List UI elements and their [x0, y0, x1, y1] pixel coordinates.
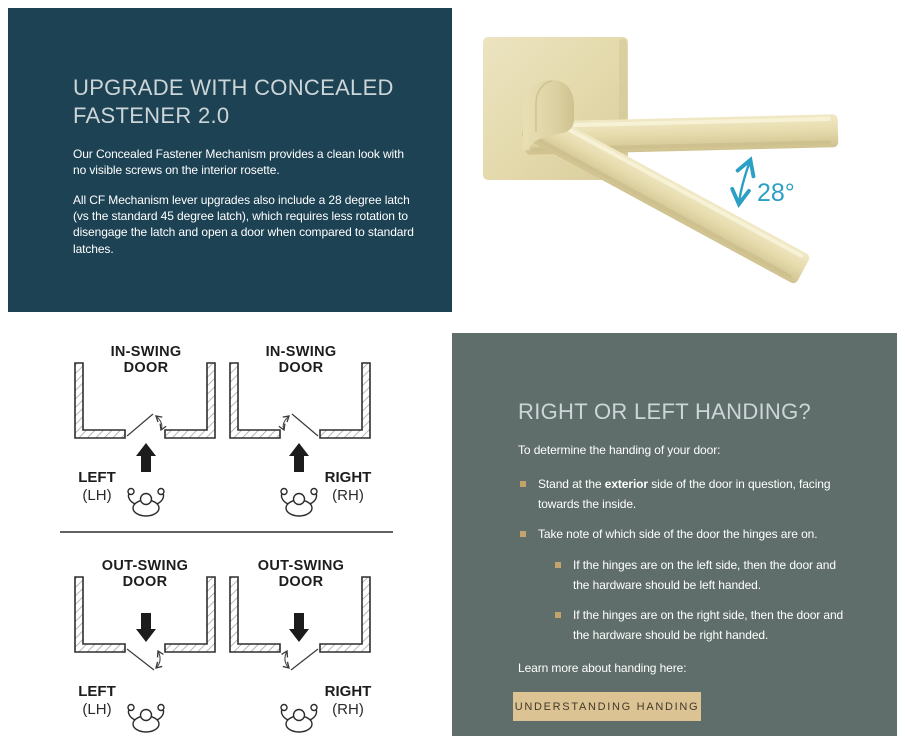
hand-abbr: (LH) [82, 701, 112, 718]
lever-illustration [455, 8, 905, 308]
up-arrow-icon [289, 443, 309, 472]
sub-bullet-item-left [553, 556, 848, 596]
swing-arrow-icon [156, 416, 162, 430]
down-arrow-icon [136, 613, 156, 642]
person-top-view-icon [128, 489, 164, 517]
bullet-text-bold: exterior [604, 476, 648, 491]
out-swing-right-diagram [230, 558, 371, 732]
diagram-title-line1: OUT-SWING [101, 558, 189, 574]
diagram-title-line2: DOOR [278, 360, 324, 376]
square-bullet-icon [555, 562, 561, 568]
angle-label: 28° [757, 179, 795, 207]
handing-panel [452, 333, 897, 736]
swing-arrow-icon [285, 651, 289, 668]
upgrade-paragraph-1: Our Concealed Fastener Mechanism provides a clean look with no visible screws on the interior rosette. [73, 147, 404, 178]
diagram-title-line2: DOOR [123, 360, 169, 376]
diagram-title-line1: OUT-SWING [257, 558, 345, 574]
hand-abbr: (RH) [332, 701, 364, 718]
hand-label: LEFT [78, 469, 116, 486]
understanding-handing-button[interactable]: UNDERSTANDING HANDING [513, 692, 701, 721]
square-bullet-icon [555, 612, 561, 618]
sub-bullet-list [553, 556, 855, 645]
bullet-text-pre: Stand at the [538, 476, 605, 491]
door-leaf [127, 649, 154, 670]
door-leaf [127, 414, 153, 436]
learn-more-text: Learn more about handing here: [518, 661, 687, 676]
square-bullet-icon [520, 531, 526, 537]
sub-bullet-text: If the hinges are on the right side, then the door and the hardware should be right handed. [573, 607, 844, 642]
bullet-text [538, 475, 848, 515]
handing-diagram-svg [8, 330, 448, 747]
out-swing-left-diagram [75, 558, 215, 732]
diagram-title-line1: IN-SWING [265, 344, 337, 360]
diagram-title-line1: IN-SWING [110, 344, 182, 360]
up-arrow-icon [136, 443, 156, 472]
door-leaf [291, 649, 318, 670]
hand-label: LEFT [78, 683, 116, 700]
sub-bullet-text: If the hinges are on the left side, then the door and the hardware should be left handed. [573, 558, 836, 592]
upgrade-paragraph-2: All CF Mechanism lever upgrades also include a 28 degree latch (vs the standard 45 degree latch), which requires less rotation to disengage the latch and open a door when compared to standard latches. [73, 192, 414, 256]
hand-label: RIGHT [324, 469, 372, 486]
person-top-view-icon [128, 705, 164, 733]
diagram-title-line2: DOOR [278, 574, 324, 590]
swing-arrow-icon [156, 651, 160, 668]
handing-diagram [8, 330, 448, 747]
in-swing-right-diagram [230, 344, 371, 516]
rotation-arc-arrow-icon [739, 161, 750, 203]
upgrade-title: UPGRADE WITH CONCEALED FASTENER 2.0 [73, 75, 394, 128]
bullet-text: Take note of which side of the door the hinges are on. [538, 527, 818, 542]
down-arrow-icon [289, 613, 309, 642]
lever-figure [455, 8, 905, 308]
hand-abbr: (RH) [332, 487, 364, 504]
diagram-title-line2: DOOR [122, 574, 168, 590]
handing-intro: To determine the handing of your door: [518, 443, 721, 457]
bullet-text-post: side of the door in question, facing towards the inside. [538, 476, 831, 511]
in-swing-left-diagram [75, 344, 215, 516]
swing-arrow-icon [283, 416, 289, 430]
square-bullet-icon [520, 481, 526, 487]
upgrade-panel [8, 8, 452, 312]
bullet-item-stand-exterior [518, 475, 848, 515]
person-top-view-icon [281, 705, 317, 733]
hand-label: RIGHT [324, 683, 372, 700]
door-leaf [292, 414, 318, 436]
handing-title: RIGHT OR LEFT HANDING? [518, 399, 812, 424]
sub-bullet-item-right [553, 606, 848, 646]
hand-abbr: (LH) [82, 487, 112, 504]
person-top-view-icon [281, 489, 317, 517]
bullet-item-hinge-side [518, 525, 848, 545]
